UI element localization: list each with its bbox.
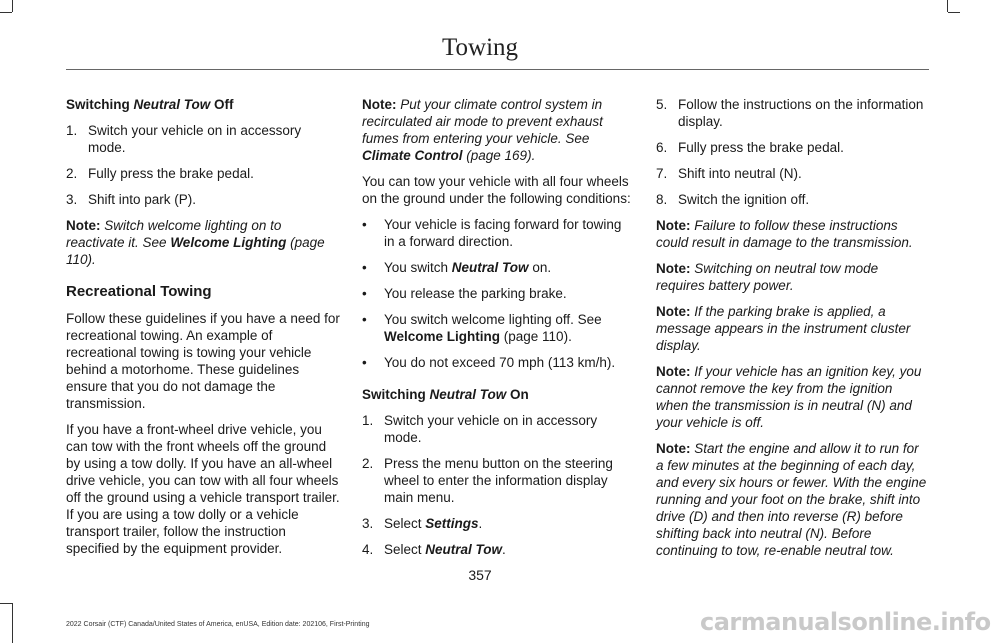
list-item: 1. Switch your vehicle on in accessory mode. [66, 123, 302, 155]
list-item: 4. Select Neutral Tow. [362, 542, 506, 557]
climate-control-link[interactable]: Climate Control [362, 148, 463, 163]
switch-on-title: Switching Neutral Tow On [362, 387, 529, 402]
edition-footer: 2022 Corsair (CTF) Canada/United States of America, enUSA, Edition date: 202106, First-Printing [66, 621, 370, 628]
column-3 [656, 96, 928, 568]
note: Note: If the parking brake is applied, a message appears in the instrument cluster display. [656, 304, 911, 353]
note: Note: If your vehicle has an ignition key, you cannot remove the key from the ignition when the transmission is in neutral (N) and your vehicle is off. [656, 364, 922, 430]
paragraph: If you have a front-wheel drive vehicle, you can tow with the front wheels off the ground by using a tow dolly. If you have an all-wheel drive vehicle, you can tow with all four wheels off the ground using a vehicle transport trailer. If you are using a tow dolly or a vehicle transport trailer, follow the instruction specified by the equipment provider. [66, 422, 340, 556]
list-item: • Your vehicle is facing forward for towing in a forward direction. [362, 217, 622, 249]
crop-mark-bottom-left-h [0, 603, 12, 604]
list-item: 7. Shift into neutral (N). [656, 166, 802, 181]
paragraph: You can tow your vehicle with all four wheels on the ground under the following conditions: [362, 174, 631, 206]
welcome-lighting-link[interactable]: Welcome Lighting [384, 329, 501, 344]
list-item: 3. Select Settings. [362, 516, 483, 531]
list-item: 8. Switch the ignition off. [656, 192, 810, 207]
switch-off-title: Switching Neutral Tow Off [66, 97, 234, 112]
note: Note: Start the engine and allow it to run for a few minutes at the beginning of each day, and every six hours or fewer. With the engine running and your foot on the brake, shift into drive (D) and then into reverse (R) before shifting back into neutral (N). Before continuing to tow, re-enable neutral tow. [656, 441, 927, 558]
column-2 [362, 96, 634, 567]
paragraph: Follow these guidelines if you have a need for recreational towing. An example of recreational towing is towing your vehicle behind a motorhome. These guidelines ensure that you do not damage the transmission. [66, 311, 340, 411]
crop-mark-top-right-h [948, 12, 960, 13]
page-number: 357 [468, 567, 492, 583]
list-item: • You switch Neutral Tow on. [362, 260, 552, 275]
welcome-lighting-link[interactable]: Welcome Lighting [170, 235, 287, 250]
crop-mark-bottom-left [12, 603, 13, 643]
list-item: 3. Shift into park (P). [66, 192, 197, 207]
note: Note: Switching on neutral tow mode requires battery power. [656, 261, 879, 293]
list-item: 2. Press the menu button on the steering wheel to enter the information display main menu. [362, 456, 613, 505]
note: Note: Failure to follow these instructions could result in damage to the transmission. [656, 218, 913, 250]
watermark-logo: carmanualsonline.info [700, 608, 991, 636]
crop-mark-top-left-h [0, 12, 12, 13]
list-item: • You switch welcome lighting off. See Welcome Lighting (page 110). [362, 312, 602, 344]
crop-mark-top-left [12, 0, 13, 12]
header-rule [66, 69, 929, 70]
page-title: Towing [441, 34, 519, 61]
list-item: 2. Fully press the brake pedal. [66, 166, 254, 181]
list-item: • You release the parking brake. [362, 286, 567, 301]
list-item: 1. Switch your vehicle on in accessory mode. [362, 413, 598, 445]
note-welcome-lighting: Note: Switch welcome lighting on to reactivate it. See Welcome Lighting (page 110). [66, 218, 325, 267]
column-1 [66, 96, 340, 566]
recreational-towing-heading: Recreational Towing [66, 283, 212, 300]
list-item: 5. Follow the instructions on the information display. [656, 97, 924, 129]
list-item: • You do not exceed 70 mph (113 km/h). [362, 355, 616, 370]
note-climate-control: Note: Put your climate control system in recirculated air mode to prevent exhaust fumes from entering your vehicle. See Climate Control (page 169). [362, 97, 603, 163]
list-item: 6. Fully press the brake pedal. [656, 140, 844, 155]
crop-mark-top-right [947, 0, 948, 12]
